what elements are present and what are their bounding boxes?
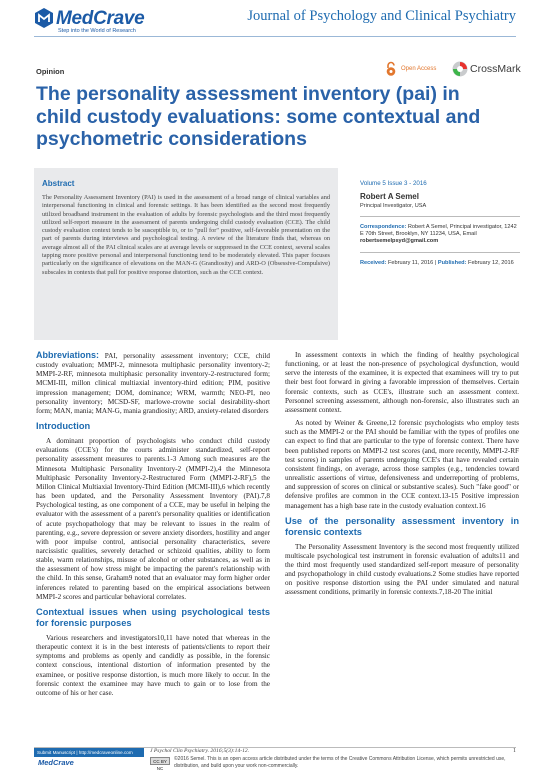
published-label: Published: [437,259,467,266]
dates: Received: February 11, 2016 | Published: February 12, 2016 [360,259,514,266]
article-info-sidebar [360,180,520,267]
open-access-label: Open Access [401,66,437,72]
pai-forensic-paragraph: The Personality Assessment Inventory is the second most frequently utilized multiscale psychological test instrument in forensic evaluation of adults11 and the third most frequently used standardized self-report measure of personality and psychopathology in child custody evaluations.2 Some studies have reported on positive response distortion using the PAI under simulated and natural assessment conditions, primarily in forensic contexts.7,18-20 The initial [285,542,519,597]
contextual-paragraph-1: Various researchers and investigators10,11 have noted that whereas in the therapeutic context it is in the best interests of patients/clients to report their symptoms and problems as openly and candidly as possible, in the forensic context conscious, intentional distortion of information presented by the examinee, or positive response distortion, is much more likely to occur. In the forensic context the examinee may have much to gain or to lose from the outcome of his or her case. [36,633,270,697]
medcrave-logo[interactable] [34,6,164,40]
journal-title[interactable]: Journal of Psychology and Clinical Psychiatry [247,8,516,24]
abstract-box [34,168,338,340]
abbreviations-paragraph [36,351,270,416]
logo-wordmark: MedCrave [56,8,145,29]
email-link[interactable]: robertsemelpsyd@gmail.com [360,238,439,245]
footer-logo: MedCrave [38,758,74,767]
crossmark-label: CrossMark [470,63,521,75]
published-date: February 12, 2016 [468,259,514,266]
citation: J Psychol Clin Psychiatry. 2016;5(3):14-12. [150,748,250,754]
sidebar-divider [360,216,520,217]
article-title: The personality assessment inventory (pai) in child custody evaluations: some contextual and psychometric considerations [36,83,481,150]
page-header [0,0,550,44]
open-access-badge[interactable] [384,61,444,79]
correspondence [360,224,520,246]
abbreviations-text: PAI, personality assessment inventory; CCE, child custody evaluation; MMPI-2, minnesota multiphasic personality inventory-2; MMPI-2-RF, minnesota multiphasic personality inventory-2-restructured form; MCMI-III, millon clinical multiaxial inventory-third edition; PIM, positive impression management; DOM, dominance; WRM, warmth; NEO-PI, neo personality inventory; MCSD-SF, marlowe-crowne social desirability-short form; MAN, mania; MAN-G, mania grandiosity; ARD, anxiety-related disorders [36,352,270,415]
section-heading-contextual-issues: Contextual issues when using psychological tests for forensic purposes [36,606,270,628]
crossmark-badge[interactable] [452,60,521,78]
author-name: Robert A Semel [360,192,419,202]
license-text: ©2016 Semel. This is an open access article distributed under the terms of the Creative Commons Attribution License, which permits unrestricted use, distribution, and build upon your work non-commercially. [174,756,506,769]
medcrave-logo-icon [34,7,54,29]
contextual-paragraph-2: In assessment contexts in which the finding of healthy psychological functioning, or at least the non-presence of psychological dysfunction, would serve the interests of the examinee, it is expected that examinees will try to put their best foot forward in giving a favorable impression of themselves. Certain forensic contexts, such as CCE's, illustrate such an assessment context. Personnel screening assessment, although non-forensic, also illustrates such an assessment context. [285,351,519,414]
email-label: Email [462,231,477,238]
crossmark-icon [452,61,468,77]
section-heading-introduction: Introduction [36,421,91,432]
contextual-paragraph-3: As noted by Weiner & Greene,12 forensic psychologists who employ tests such as the MMPI-2 or the PAI should be familiar with the types of profiles one can expect to find that are particular to the type of forensic context. There have been published reports on MMPI-2 test scores (and, more recently, MMPI-2-RF test scores) in samples of parents undergoing CCE's that have revealed certain consistent findings, on average, across those samples (e.g., tendencies toward unrealistic assertions of virtue, defensiveness and underreporting of problems, and suppression of scores on clinical or substantive scales). Such "fake good" or defensive profiles are common in the CCE context.13-15 Positive impression management has a high base rate in the custody evaluation context.16 [285,419,519,510]
submit-manuscript-link[interactable]: Submit Manuscript | http://medcraveonline.com [34,748,144,757]
section-heading-pai-forensic: Use of the personality assessment inventory in forensic contexts [285,515,519,537]
volume-issue: Volume 5 Issue 3 - 2016 [360,180,427,187]
introduction-paragraph: A dominant proportion of psychologists who conduct child custody evaluations (CCE's) for the courts administer standardized, self-report personality assessment measures to parents.1-3 Among such measures are the Minnesota Multiphasic Personality Inventory-2 (MMPI-2),4 the Minnesota Multiphasic Personality Inventory-2-Restructured Form (MMPI-2-RF),5 the Millon Clinical Multiaxial Inventory-Third Edition (MCMI-III),6 which recently has been updated, and the Personality Assessment Inventory (PAI).7,8 Psychological testing, as one component of a CCE, may be useful in helping the evaluator with the assessment of a parent's personality qualities or identification of acute psychopathology that may be relevant to issues in the realm of parenting, e.g., severe depression or severe anxiety disorders, hostility and anger with poor impulse control, antisocial personality characteristics, severe narcissistic qualities, severely detached or schizoid qualities, ability to form stable, warm relationships, misuse of alcohol or other substances, as well as in the assessment of how stress might be impacting the parent's relationship with the child. In this sense, Graham9 noted that an evaluator may form higher order inferences related to parenting based on the empirical associations between MMPI-2 scores and particular behavioral correlates. [36,437,270,601]
received-label: Received: [360,259,387,266]
open-lock-icon [384,61,398,77]
abstract-text: The Personality Assessment Inventory (PAI) is used in the assessment of a broad range of clinical variables and interpersonal functioning in clinical and forensic settings. It has been identified as the second most frequently utilized broadband instrument in the evaluation of adults by forensic psychologists and the third most frequently utilized self-report measure in the assessment of parents undergoing child custody evaluation (CCE). The child custody evaluation context tends to be susceptible to, or to "pull for" positive, self-favorable presentation on the part of parents during interviews and psychological testing. A review of the literature finds that, whereas on average almost all of the PAI clinical scales are at average levels or suppressed in the CCE context, several scales tapping more positive personal and interpersonal functioning tend to be moderately elevated. This paper focuses particularly on the significance of elevations on the MAN-G (Grandiosity) and ARD-O (Obsessive-Compulsive) subscales in contexts that pull for positive response distortion, such as the CCE context. [42,194,330,276]
article-type: Opinion [36,67,65,76]
cc-license-icon[interactable]: CC BY NC [150,757,170,765]
body-left-column [36,350,270,697]
author-affiliation: Principal Investigator, USA [360,202,427,209]
abstract-heading: Abstract [42,179,75,188]
page-number: 1 [513,748,516,754]
body-right-column [285,351,519,602]
header-divider [34,36,516,37]
abbreviations-heading: Abbreviations: [36,350,100,360]
received-date: February 11, 2016 [388,259,434,266]
correspondence-text: Robert A Semel, Principal investigator, 1242 E 70th Street, Brooklyn, NY 11234, USA, [360,223,517,238]
sidebar-divider [360,252,520,253]
logo-tagline: Step into the World of Research [58,28,136,34]
correspondence-label: Correspondence: [360,223,407,230]
